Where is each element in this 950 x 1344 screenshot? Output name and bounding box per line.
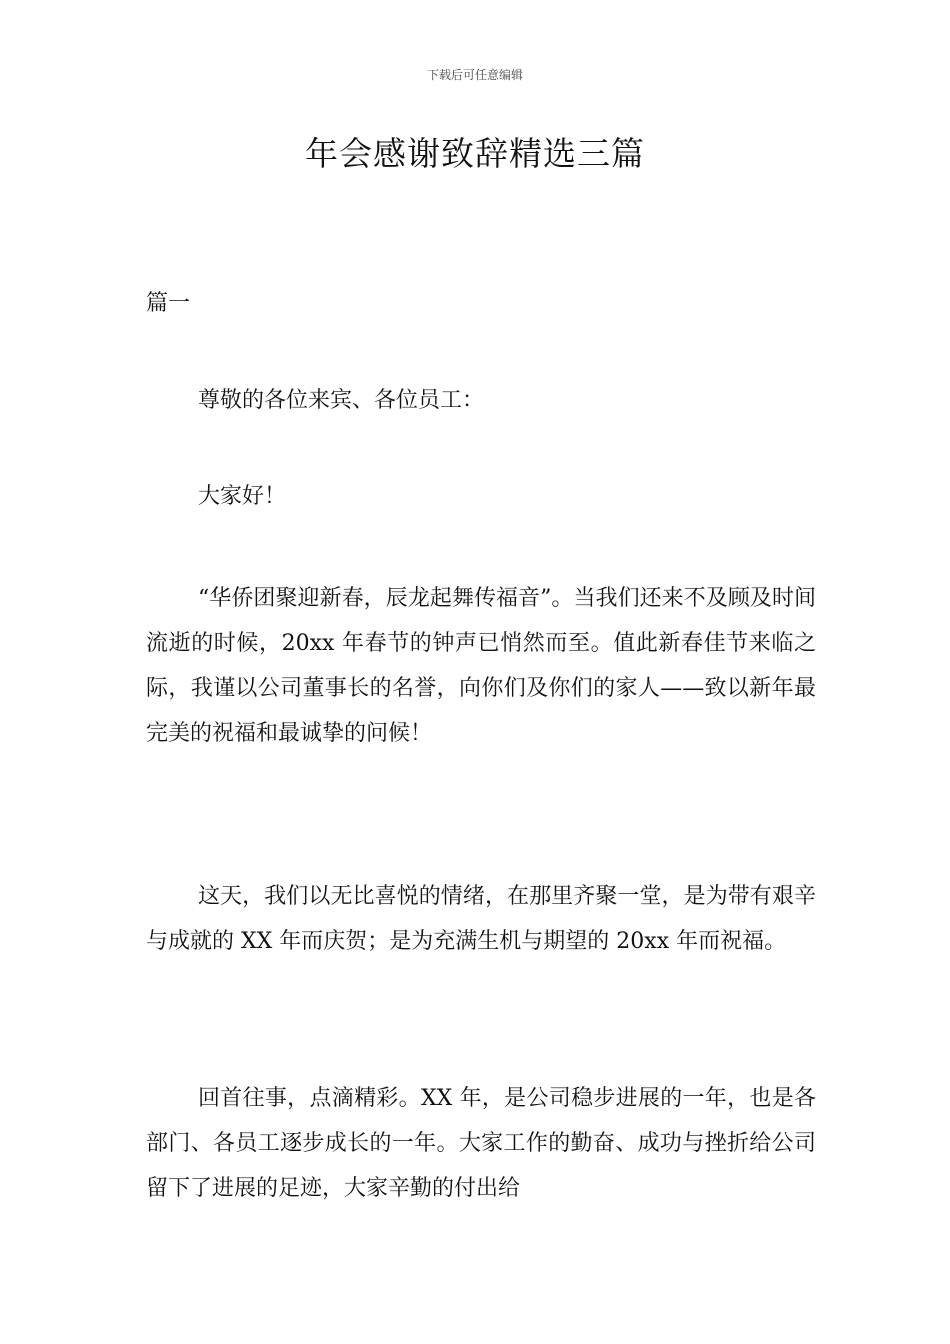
body-paragraph-2: 这天，我们以无比喜悦的情绪，在那里齐聚一堂，是为带有艰辛与成就的 XX 年而庆贺；是为充满生机与期望的 20xx 年而祝福。 [146, 884, 816, 954]
body-paragraph-3: 回首往事，点滴精彩。XX 年，是公司稳步进展的一年，也是各部门、各员工逐步成长的一年。大家工作的勤奋、成功与挫折给公司留下了进展的足迹，大家辛勤的付出给 [146, 1086, 816, 1201]
hello-paragraph: 大家好！ [198, 484, 287, 509]
document-title: 年会感谢致辞精选三篇 [305, 134, 645, 173]
greeting-paragraph: 尊敬的各位来宾、各位员工： [198, 388, 485, 413]
section-label: 篇一 [146, 291, 191, 316]
body-paragraph-1: “华侨团聚迎新春，辰龙起舞传福音”。当我们还来不及顾及时间流逝的时候，20xx 年春节的钟声已悄然而至。值此新春佳节来临之际，我谨以公司董事长的名誉，向你们及你们的家人——致以新年最完美的祝福和最诚挚的问候！ [146, 586, 816, 746]
header-note: 下载后可任意编辑 [426, 68, 523, 82]
